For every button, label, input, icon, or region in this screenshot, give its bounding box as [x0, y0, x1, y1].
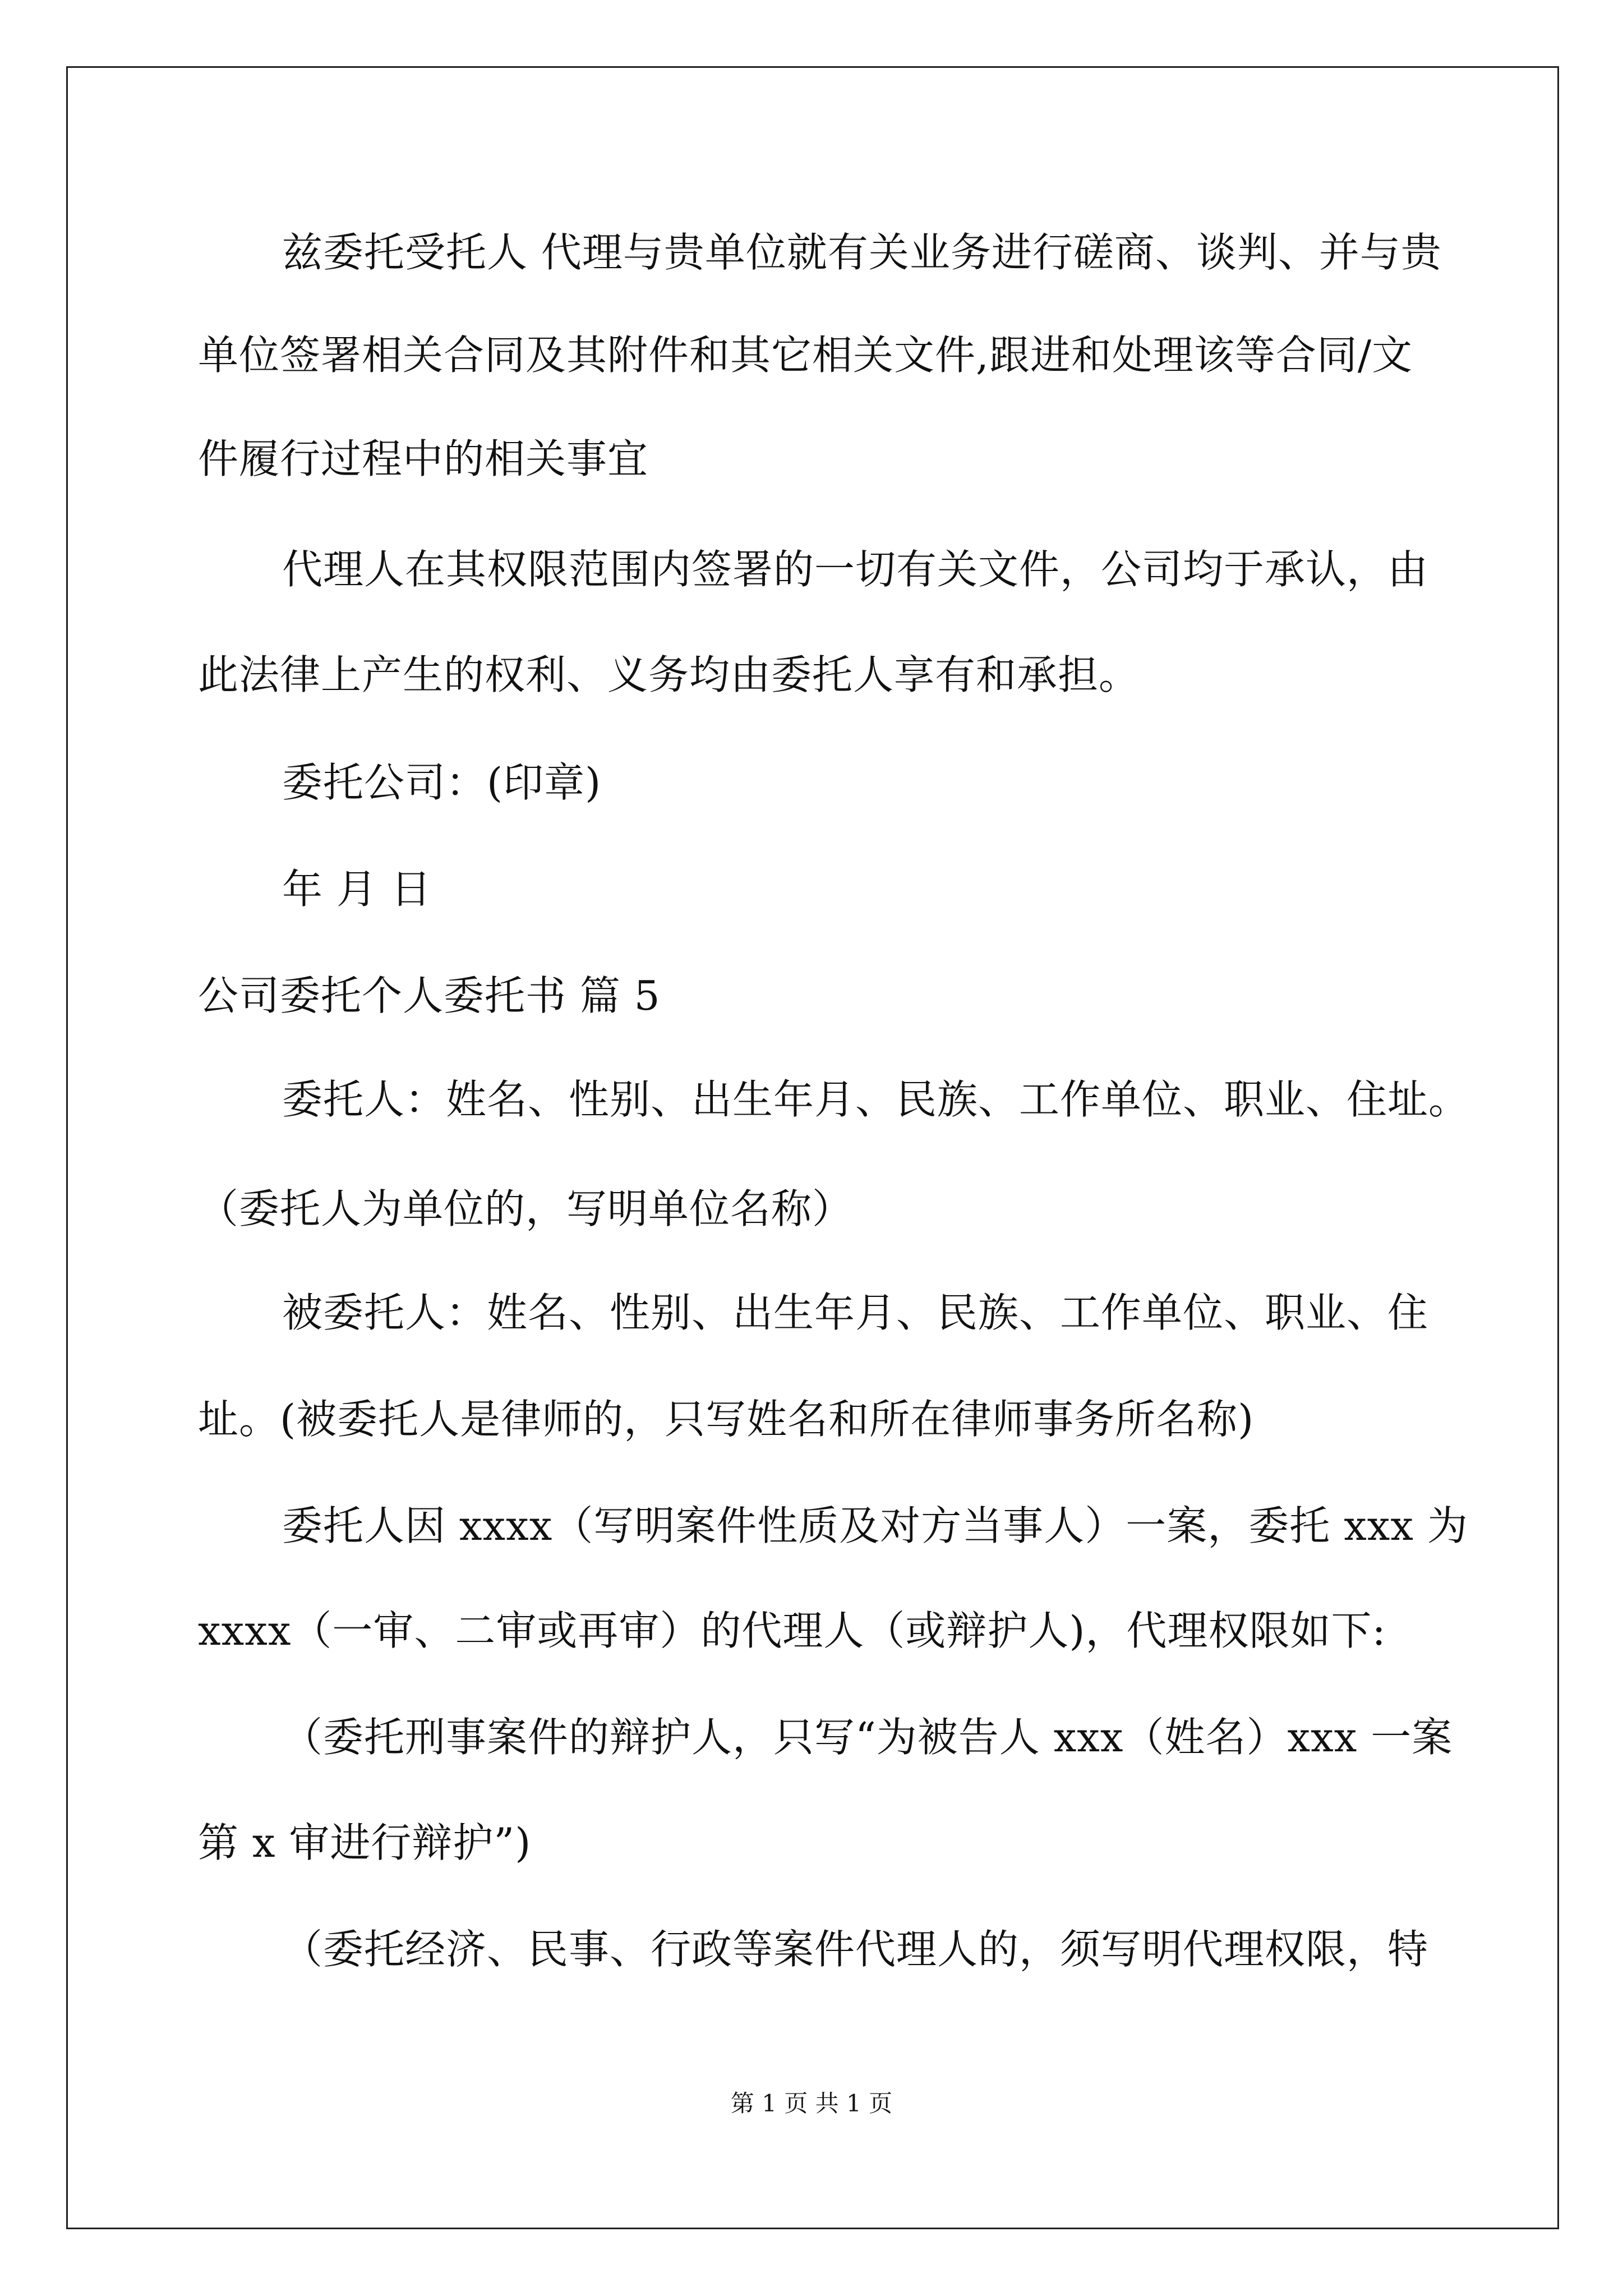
paragraph-2-line-1: 代理人在其权限范围内签署的一切有关文件，公司均于承认，由	[282, 546, 1429, 593]
paragraph-1-line-3: 件履行过程中的相关事宜	[198, 435, 649, 482]
agent-info-line-1: 被委托人：姓名、性别、出生年月、民族、工作单位、职业、住	[282, 1289, 1429, 1336]
client-info-line-1: 委托人：姓名、性别、出生年月、民族、工作单位、职业、住址。	[282, 1076, 1470, 1123]
paragraph-1-line-1: 兹委托受托人 代理与贵单位就有关业务进行磋商、谈判、并与贵	[282, 229, 1442, 276]
date-line: 年 月 日	[282, 866, 432, 913]
civil-case-note-line-1: （委托经济、民事、行政等案件代理人的，须写明代理权限，特	[282, 1926, 1429, 1973]
agent-info-line-2: 址。(被委托人是律师的，只写姓名和所在律师事务所名称)	[198, 1396, 1255, 1443]
section-heading: 公司委托个人委托书 篇 5	[198, 972, 661, 1019]
criminal-case-note-line-2: 第 x 审进行辩护”)	[198, 1819, 532, 1866]
criminal-case-note-line-1: （委托刑事案件的辩护人，只写“为被告人 xxx（姓名）xxx 一案	[282, 1714, 1453, 1761]
entrusting-company-seal: 委托公司：(印章)	[282, 759, 602, 806]
paragraph-1-line-2: 单位签署相关合同及其附件和其它相关文件,跟进和处理该等合同/文	[198, 332, 1413, 379]
case-info-line-1: 委托人因 xxxx（写明案件性质及对方当事人）一案，委托 xxx 为	[282, 1502, 1468, 1549]
client-info-line-2: （委托人为单位的，写明单位名称）	[198, 1185, 854, 1232]
paragraph-2-line-2: 此法律上产生的权利、义务均由委托人享有和承担。	[198, 651, 1140, 698]
page-footer: 第 1 页 共 1 页	[730, 2090, 893, 2117]
case-info-line-2: xxxx（一审、二审或再审）的代理人（或辩护人)，代理权限如下:	[198, 1607, 1386, 1654]
page-border	[66, 66, 1559, 2229]
